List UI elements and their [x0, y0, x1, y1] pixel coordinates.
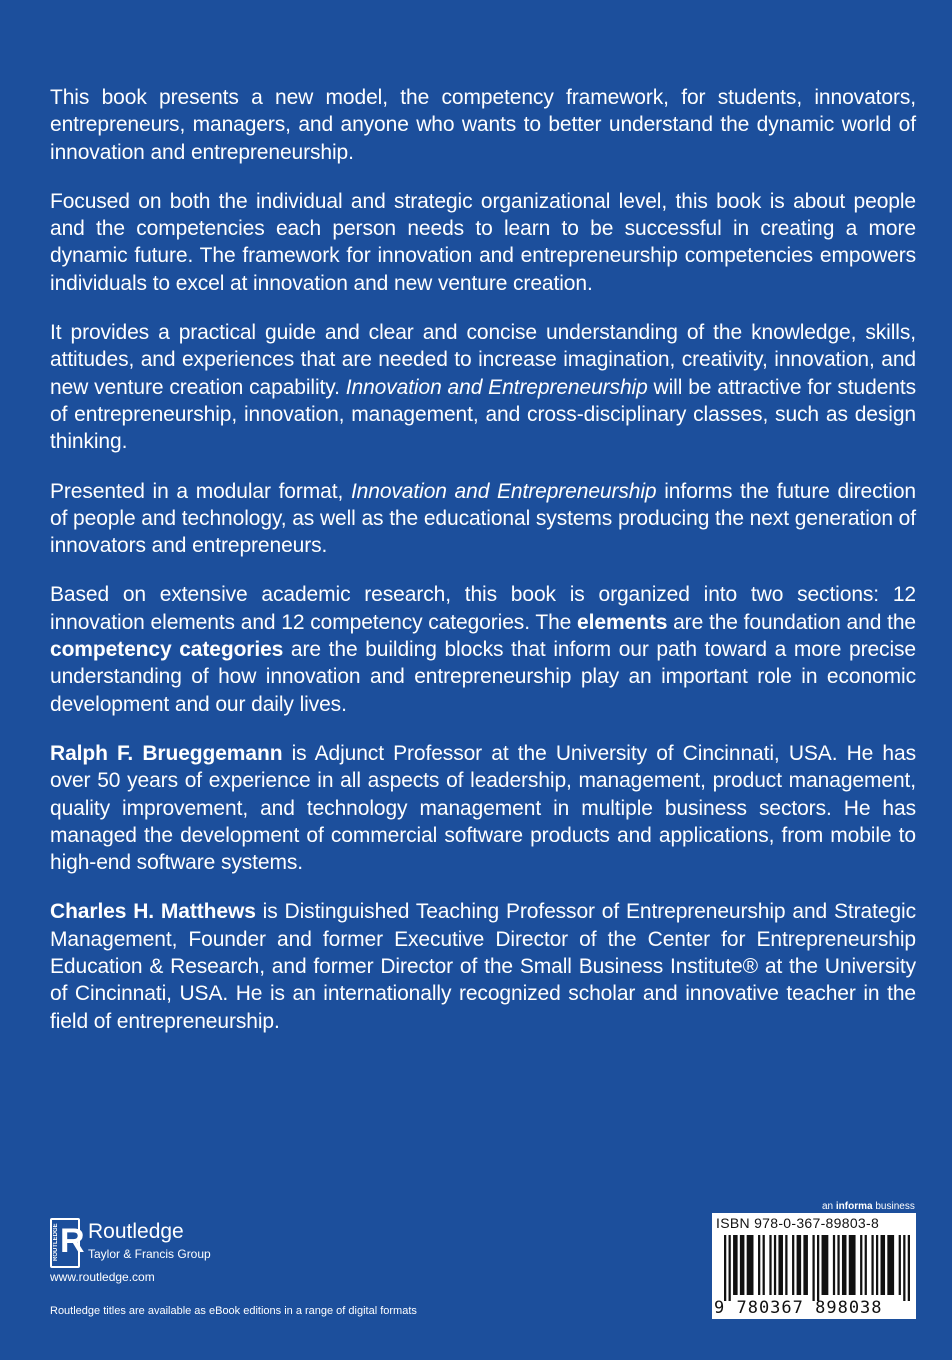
logo-mark-text: ROUTLEDGE	[53, 1223, 59, 1261]
isbn-label: ISBN 978-0-367-89803-8	[716, 1215, 880, 1231]
text-run: will be attractive for students of entrepreneurship, innovation, management, and cross-disciplinary classes, such as design thinking.	[50, 375, 917, 454]
logo-mark-letter: R	[60, 1222, 85, 1260]
barcode-bar	[881, 1235, 886, 1295]
barcode-bar	[822, 1235, 829, 1295]
barcode-bar	[740, 1235, 745, 1295]
publisher-name: Routledge	[88, 1220, 184, 1243]
blurb-paragraph-3	[50, 319, 916, 455]
barcode-bar	[903, 1235, 905, 1301]
barcode-bar	[797, 1235, 802, 1295]
text-run: an	[822, 1201, 836, 1212]
text-run: Based on extensive academic research, this book is organized into two sections: 12 innovation elements and 12 competency categories. The	[50, 583, 916, 634]
barcode-bar	[833, 1235, 835, 1295]
text-run: are the foundation and the	[667, 610, 916, 634]
barcode-bar	[849, 1235, 856, 1295]
barcode-bar	[792, 1235, 794, 1295]
author-bio-1	[50, 740, 916, 876]
barcode-bar	[778, 1235, 783, 1295]
author-name: Ralph F. Brueggemann	[50, 741, 283, 765]
barcode-bar	[865, 1235, 867, 1295]
barcode-bar	[785, 1235, 787, 1295]
barcode-bar	[729, 1235, 731, 1301]
barcode-bar	[860, 1235, 862, 1295]
blurb-paragraph-1: This book presents a new model, the competency framework, for students, innovators, entrepreneurs, managers, and anyone who wants to better understand the dynamic world of innovation and entrepreneurship.	[50, 86, 916, 164]
barcode-bar	[876, 1235, 878, 1295]
ebook-note: Routledge titles are available as eBook editions in a range of digital formats	[50, 1305, 417, 1317]
text-run: are the building blocks that inform our path toward a more precise understanding of how innovation and entrepreneurship play an important role in economic development and our daily lives.	[50, 638, 916, 716]
informa-brand: informa	[835, 1201, 873, 1212]
author-bio-text: is Adjunct Professor at the University of Cincinnati, USA. He has over 50 years of experience in all aspects of leadership, management, product management, quality improvement, and technology management in multiple business sectors. He has managed the development of commercial software products and applications, from mobile to high-end software systems.	[50, 741, 916, 875]
blurb-paragraph-2: Focused on both the individual and strategic organizational level, this book is about people and the competencies each person needs to learn to be successful in creating a more dynamic future. The framework for innovation and entrepreneurship competencies empowers individuals to excel at innovation and new venture creation.	[50, 189, 916, 295]
author-bio-text: is Distinguished Teaching Professor of Entrepreneurship and Strategic Management, Founder and former Executive Director of the Center for Entrepreneurship Education & Research, and former Director of the Small Business Institute® at the University of Cincinnati, USA. He is an internationally recognized scholar and innovative teacher in the field of entrepreneurship.	[50, 900, 916, 1033]
barcode-bar	[763, 1235, 765, 1295]
barcode-bar	[908, 1235, 910, 1301]
barcode-bars	[724, 1235, 910, 1301]
routledge-logo-icon	[50, 1218, 85, 1268]
blurb-paragraph-4	[50, 478, 916, 560]
book-title: Innovation and Entrepreneurship	[345, 375, 648, 399]
barcode-bar	[733, 1235, 738, 1295]
barcode-bar	[812, 1235, 814, 1301]
barcode-bar	[842, 1235, 847, 1295]
informa-tagline	[822, 1201, 915, 1212]
barcode-bar	[758, 1235, 760, 1295]
barcode-bar	[803, 1235, 808, 1295]
book-title: Innovation and Entrepreneurship	[350, 479, 657, 503]
bold-term: elements	[577, 610, 668, 634]
publisher-group: Taylor & Francis Group	[88, 1247, 211, 1261]
barcode-bar	[871, 1235, 873, 1295]
publisher-logo	[50, 1218, 310, 1268]
text-run: It provides a practical guide and clear and concise understanding of the knowledge, skills, attitudes, and experiences that are needed to increase imagination, creativity, innovation, and new venture creation capability.	[50, 321, 916, 399]
barcode-bar	[837, 1235, 839, 1295]
text-run: business	[872, 1201, 915, 1212]
blurb-paragraph-5	[50, 581, 916, 717]
barcode-bar	[724, 1235, 726, 1301]
barcode-bar	[774, 1235, 776, 1295]
bold-term: competency categories	[50, 638, 284, 662]
author-bio-2	[50, 898, 916, 1034]
barcode-bar	[817, 1235, 819, 1301]
barcode-bar	[899, 1235, 901, 1295]
author-name: Charles H. Matthews	[50, 900, 256, 924]
barcode-bar	[747, 1235, 754, 1295]
barcode-bar	[769, 1235, 771, 1295]
isbn-barcode	[712, 1213, 916, 1319]
text-run: Presented in a modular format,	[50, 479, 351, 503]
text-run: informs the future direction of people and technology, as well as the educational systems producing the next generation of innovators and entrepreneurs.	[50, 479, 916, 558]
back-cover-text	[50, 84, 916, 1057]
ean-digits: 9 780367 898038	[714, 1298, 883, 1318]
publisher-website[interactable]: www.routledge.com	[50, 1270, 155, 1284]
barcode-bar	[887, 1235, 894, 1295]
